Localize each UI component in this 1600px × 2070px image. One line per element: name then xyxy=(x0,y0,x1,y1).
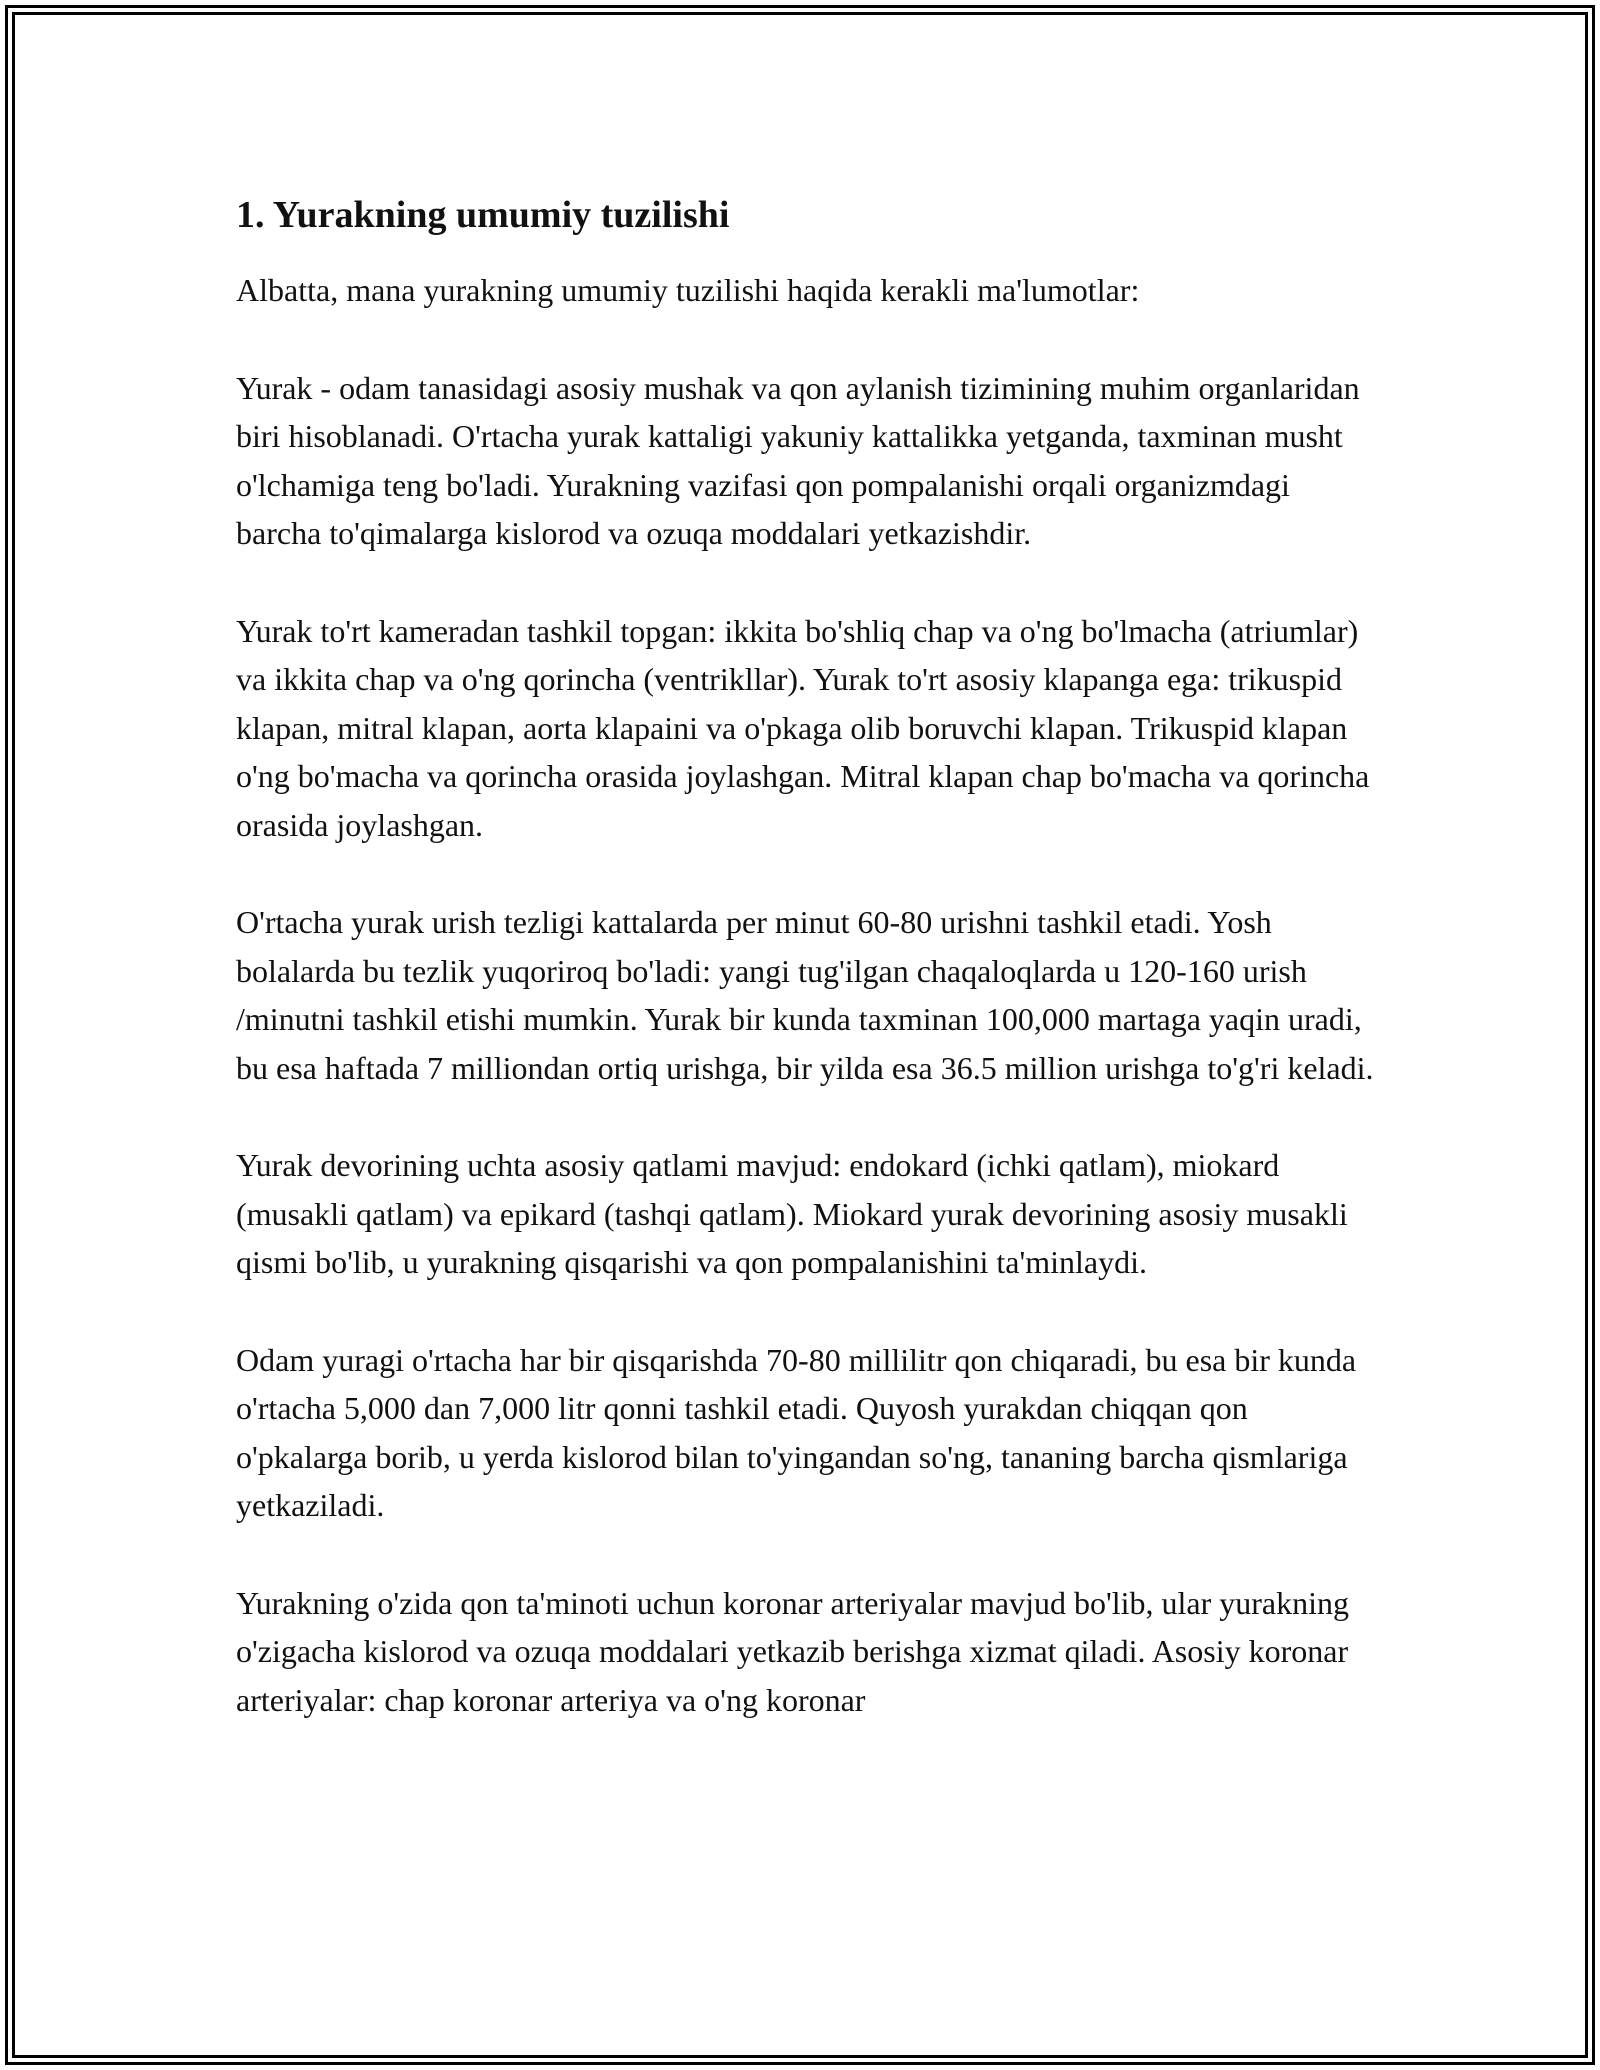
section-heading: 1. Yurakning umumiy tuzilishi xyxy=(236,194,730,236)
intro-paragraph: Albatta, mana yurakning umumiy tuzilishi haqida kerakli ma'lumotlar: xyxy=(236,272,1140,308)
document-body xyxy=(236,190,1376,1773)
paragraph-coronary-arteries: Yurakning o'zida qon ta'minoti uchun koronar arteriyalar mavjud bo'lib, ular yurakning o'zigacha kislorod va ozuqa moddalari yetkazib berishga xizmat qiladi. Asosiy koronar arteriyalar: chap koronar arteriya va o'ng koronar xyxy=(236,1584,1349,1718)
paragraph-wall-layers: Yurak devorining uchta asosiy qatlami mavjud: endokard (ichki qatlam), miokard (musakli qatlam) va epikard (tashqi qatlam). Miokard yurak devorining asosiy musakli qismi bo'lib, u yurakning qisqarishi va qon pompalanishini ta'minlaydi. xyxy=(236,1147,1348,1280)
paragraph-overview: Yurak - odam tanasidagi asosiy mushak va qon aylanish tizimining muhim organlaridan biri hisoblanadi. O'rtacha yurak kattaligi yakuniy kattalikka yetganda, taxminan musht o'lchamiga teng bo'ladi. Yurakning vazifasi qon pompalanishi orqali organizmdagi barcha to'qimalarga kislorod va ozuqa moddalari yetkazishdir. xyxy=(236,369,1360,551)
paragraph-blood-output: Odam yuragi o'rtacha har bir qisqarishda 70-80 millilitr qon chiqaradi, bu esa bir kunda o'rtacha 5,000 dan 7,000 litr qonni tashkil etadi. Quyosh yurakdan chiqqan qon o'pkalarga borib, u yerda kislorod bilan to'yingandan so'ng, tananing barcha qismlariga yetkaziladi. xyxy=(236,1341,1357,1523)
paragraph-heart-rate: O'rtacha yurak urish tezligi kattalarda per minut 60-80 urishni tashkil etadi. Yosh bolalarda bu tezlik yuqoriroq bo'ladi: yangi tug'ilgan chaqaloqlarda u 120-160 urish /minutni tashkil etishi mumkin. Yurak bir kunda taxminan 100,000 martaga yaqin uradi, bu esa haftada 7 milliondan ortiq urishga, bir yilda esa 36.5 million urishga to'g'ri keladi. xyxy=(236,904,1374,1086)
paragraph-chambers-valves: Yurak to'rt kameradan tashkil topgan: ikkita bo'shliq chap va o'ng bo'lmacha (atriumlar) va ikkita chap va o'ng qorincha (ventrikllar). Yurak to'rt asosiy klapanga ega: trikuspid klapan, mitral klapan, aorta klapaini va o'pkaga olib boruvchi klapan. Trikuspid klapan o'ng bo'macha va qorincha orasida joylashgan. Mitral klapan chap bo'macha va qorincha orasida joylashgan. xyxy=(236,612,1370,843)
